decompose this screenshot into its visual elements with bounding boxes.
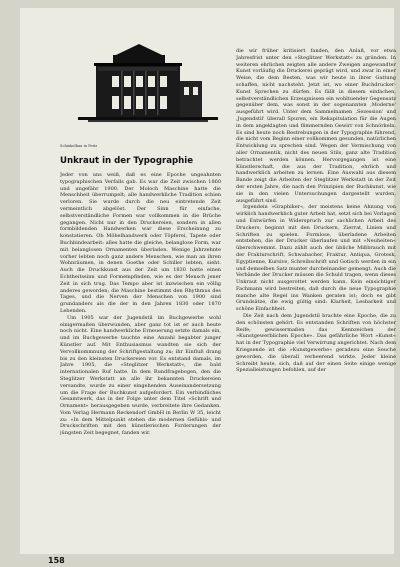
figure-caption: Schinkelbau in Peitz	[60, 144, 98, 148]
article-heading: Unkraut in der Typographie	[60, 156, 194, 166]
paragraph: Jeder von uns weiß, daß es eine Epoche ungeahnten typographischen Verfalls gab. Es war die Zeit zwischen 1860 und ungefähr 1900. Der Moloch Maschine hatte die Menschheit überrumpelt; alle handwerkliche Tradition schien verloren. Sie wurde durch die neu eintretende Zeit vermeintlich abgelöst. Der Sinn für einfache, selbstverständliche Formen war vollkommen in die Brüche gegangen. Nicht nur in den Druckereien, sondern in allen formbildenden Handwerken war diese Erscheinung zu konstatieren. Ob Möbelhandwerk oder Töpferei, Tapete oder Buchbindearbeit: alles hatte die gleiche, belanglose Form, war mit belanglosen Ornamenten überladen. Wenige Jahrzehnte vorher lebten noch ganz andere Menschen, wie man an ihren Wohnräumen, in denen Goethe oder Schiller lebten, sieht. Auch die Druckkunst aus der Zeit um 1830 hatte einen Echtheitssinn und Formempfinden, wie es der Mensch jener Zeit in sich trug. Das Tempo aber ist inzwischen ein völlig anderes geworden; die Maschine bestimmt den Rhythmus des Tages, und die Nerven der Menschen von 1900 sind grundanders als die der in den Jahren 1830 oder 1870 Lebenden.	[60, 172, 221, 314]
building-illustration	[58, 41, 220, 141]
book-page	[20, 8, 396, 565]
paragraph: Irgendein »Graphiker«, der meistens keine Ahnung von wirklich handwerklich guter Arbeit hat, setzt sich bei Vorlagen und Entwürfen in Widerspruch zur sachlichen Arbeit des Druckers; beginnt mit den Druckern, Zierrat, Linien und Schriften zu spielen. Formlose, überladene Arbeiten entstehen, die der Drucker überlaufen und mit »Neuheiten« überschwemmt. Dazu zählt auch der übliche Mißbrauch mit der Frakturschrift, Schwabacher, Fraktur, Antiqua, Grotesk, Egyptienne, Kursive, Schreibschrift und Gotisch werden in ein und demselben Satz munter durcheinander gemengt. Auch die Verbände der Drucker müssen die Schuld tragen, wenn dieses Unkraut nicht ausgerottet werden kann. Kein einsichtiger Fachmann wird bestreiten, daß durch die neue Typographie manche alte Regel ins Wanken geraten ist; doch es gibt Grundsätze, die ewig gültig sind: Klarheit, Lesbarkeit und schöne Einfachheit.	[236, 204, 396, 313]
page-number: 158	[48, 556, 65, 565]
paragraph: Die Zeit nach dem Jugendstil brachte eine Epoche, die zu den schönsten gehört. Es entstanden Schriften von höchster Reife; gewissermaßen das Kennzeichen der »Kunstgewerblichen Epoche«. Das gefährliche Wort »Kunst« hat in der Typographie viel Verwirrung angerichtet. Nach dem Kriegsende ist die »Kunstgewerbe« geradezu eine Seuche geworden, die überall verheerend wirkte. Jeder kleine Schreibt heute, sich, daß auf der einen Seite einige wenige Spezialleistungen befohlen, auf der	[236, 313, 396, 374]
right-text-column	[236, 48, 396, 530]
paragraph: Um 1905 war der Jugendstil im Buchgewerbe wohl einigermaßen überwunden, aber ganz tot ist er auch heute noch nicht. Eine handwerkliche Erneuerung setzte damals ein, und im Buchgewerbe tauchte eine Anzahl begabter junger Künstler auf. Mit Enthusiasmus wandten sie sich der Vervollkommnung der Schriftgestaltung zu; ihr Einfluß drang bis zu den kleinsten Druckereien vor. Es entstand damals, im Jahre 1905, die »Steglitzer Werkstatt«, die bald internationalen Ruf hatte. In dem Rundfragebogen, den die Steglitzer Werkstatt an alle ihr bekannten Druckereien versandte, wurde zu einer eingehenden Auseinandersetzung um die Frage der Buchkunst aufgefordert. Ein verbindliches Gesamtwerk, das in der Folge unter dem Titel »Schrift und Ornament« herausgegeben wurde, verbreitete ihre Gedanken. Vom Verlag Hermann Reckendorf GmbH in Berlin W 35, leicht zu: »In dem Mittelpunkt stehen die modernen Gefühls- und Druckschriften mit den künstlerischen Forderungen der jüngsten Zeit begegnet, fanden wir.	[60, 314, 221, 437]
paragraph: die wir früher kritisiert fanden, den Anlaß, vor etwa Jahresfrist unter den »Steglitzer Werkstatt« zu gründen. In weiteren ehrlichen zeigten alle andere Zweigen angewandter Kunst vorläufig die Druckerei geprägt wird, und zwar in einer Weise, die dem Besten, was wir heute in ihrer Gattung schaffen, nicht nachsteht. Jetzt ist, wo einer Buchdrucker-Kunst Sprechen zu dürfen. Es fällt in diesem einfachen, selbstverständlichen Erzeugnissen ein wohltuender Gegensatz gegenüber dem, was sonst in der sogenannten ‚Moderne' ausgeführt wird. Unter dem Sammelnamen ‚Sezession' und ‚Jugendstil' überall Spuren, ein Rekapitulation für die Augen in dem angeklagten und flimmernden Gewirr von Schnörkeln. Es sind heute noch Bestrebungen in der Typographie führend, die nicht vom Beginn einer vollkommen gesunden, natürlichen Entwicklung zu sprechen sind. Wegen der Vermischung von aller Ornamentik, nicht des neuen Stils, ganz alte Tradition betrachtet werden können. Hervorgegangen ist eine Künstlerschaft, die aus der Tradition, ehrlich und handwerklich arbeiten zu lernen. Eine Auswahl aus diesem Bande zeigt die Arbeiten der Steglitzer Werkstatt in der Zeit der ersten Jahre, die nach den Prinzipien der Buchkunst, wie sie in den vielen Untersuchungen dargestellt wurden, ausgeführt sind.	[236, 48, 396, 204]
left-text-column	[60, 172, 221, 548]
schinkel-building-image	[58, 41, 220, 141]
